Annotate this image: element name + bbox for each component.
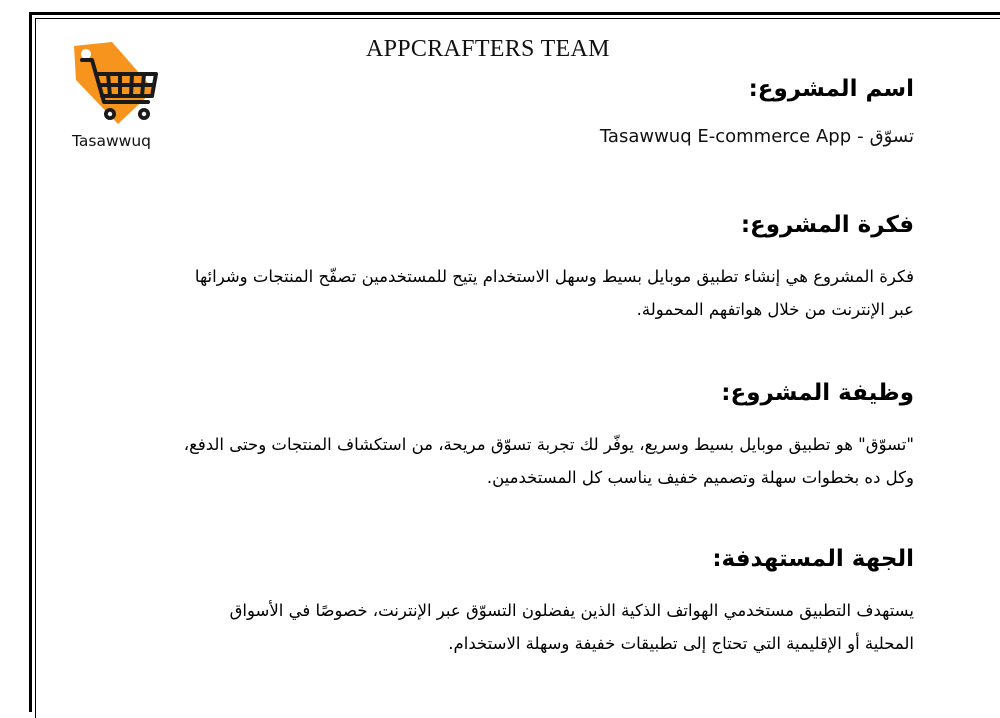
project-idea-text (84, 260, 914, 326)
project-name-heading: اسم المشروع: (748, 76, 914, 102)
app-name-line (600, 126, 914, 147)
logo-text: Tasawwuq (72, 132, 151, 150)
project-idea-line: فكرة المشروع هي إنشاء تطبيق موبايل بسيط وسهل الاستخدام يتيح للمستخدمين تصفّح المنتجات وشرائها (194, 267, 914, 286)
project-function-text (84, 428, 914, 494)
project-function-heading: وظيفة المشروع: (721, 380, 914, 406)
shopping-cart-tag-icon (68, 40, 168, 130)
project-idea-line: عبر الإنترنت من خلال هواتفهم المحمولة. (636, 300, 914, 319)
app-name-separator: - (857, 126, 864, 147)
target-audience-text (84, 594, 914, 660)
team-title: APPCRAFTERS TEAM (366, 36, 610, 62)
project-idea-heading: فكرة المشروع: (740, 212, 914, 238)
project-function-line: "تسوّق" هو تطبيق موبايل بسيط وسريع، يوفّر لك تجربة تسوّق مريحة، من استكشاف المنتجات وحتى الدفع، (183, 435, 914, 454)
app-name-ar: تسوّق (869, 126, 914, 147)
project-function-line: وكل ده بخطوات سهلة وتصميم خفيف يناسب كل المستخدمين. (486, 468, 914, 487)
logo (68, 40, 168, 152)
target-audience-line: المحلية أو الإقليمية التي تحتاج إلى تطبيقات خفيفة وسهلة الاستخدام. (448, 634, 914, 653)
target-audience-heading: الجهة المستهدفة: (712, 546, 914, 572)
app-name-en: Tasawwuq E-commerce App (599, 126, 852, 147)
target-audience-line: يستهدف التطبيق مستخدمي الهواتف الذكية الذين يفضلون التسوّق عبر الإنترنت، خصوصًا في الأسواق (229, 601, 914, 620)
